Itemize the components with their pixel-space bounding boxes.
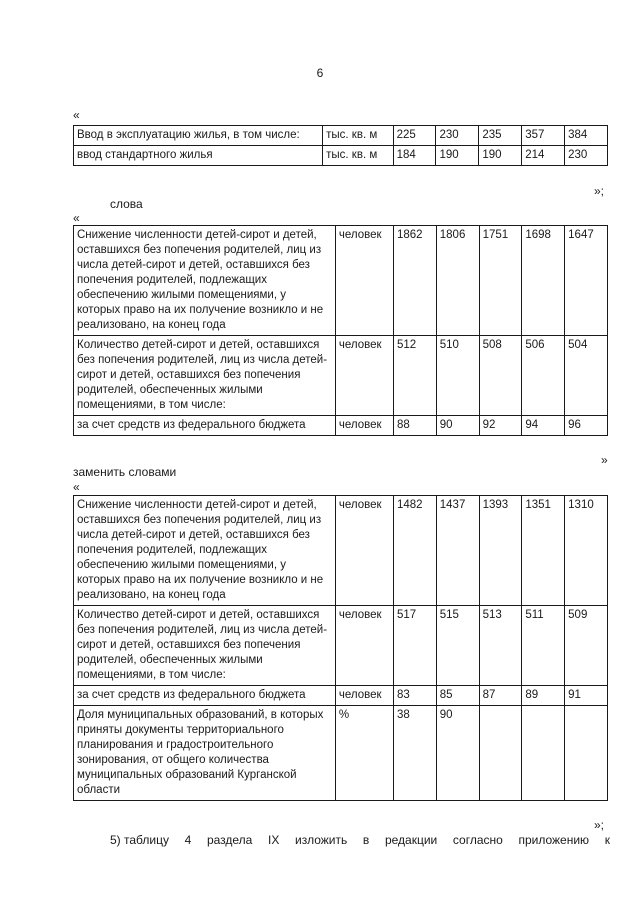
indicator-name-cell: Количество детей-сирот и детей, оставшихся без попечения родителей, лиц из числа детей-сирот и детей, оставшихся без попечения родителей, обеспеченных жилыми помещениями, в том числе:: [74, 336, 336, 416]
table-row: [74, 226, 608, 336]
value-cell: 87: [479, 686, 522, 706]
table-row: [74, 496, 608, 606]
table-row: [74, 146, 608, 166]
value-cell: 1862: [393, 226, 436, 336]
value-cell: 1482: [393, 496, 436, 606]
value-cell: 90: [436, 416, 479, 436]
table-row: [74, 126, 608, 146]
close-quote-3: »;: [594, 818, 605, 832]
indicator-name-cell: Снижение численности детей-сирот и детей, оставшихся без попечения родителей, лиц из числа детей-сирот и детей, оставшихся без попечения родителей, подлежащих обеспечению жилыми помещениями, у которых право на их получение возникло и не реализовано, на конец года: [74, 226, 336, 336]
value-cell: 504: [565, 336, 608, 416]
open-quote-2: «: [73, 211, 80, 225]
indicator-name-cell: Снижение численности детей-сирот и детей, оставшихся без попечения родителей, лиц из числа детей-сирот и детей, оставшихся без попечения родителей, подлежащих обеспечению жилыми помещениями, у которых право на их получение возникло и не реализовано, на конец года: [74, 496, 336, 606]
unit-cell: человек: [335, 496, 393, 606]
unit-cell: человек: [335, 416, 393, 436]
value-cell: 90: [436, 706, 479, 801]
table-row: [74, 686, 608, 706]
value-cell: 96: [565, 416, 608, 436]
unit-cell: человек: [335, 336, 393, 416]
value-cell: 1806: [436, 226, 479, 336]
open-quote-1: «: [73, 108, 80, 122]
value-cell: 1647: [565, 226, 608, 336]
table-row: [74, 416, 608, 436]
value-cell: 89: [522, 686, 565, 706]
value-cell: 515: [436, 606, 479, 686]
paragraph-word: согласно: [452, 833, 503, 847]
close-quote-2: »: [601, 453, 608, 467]
indicator-name-cell: Количество детей-сирот и детей, оставшихся без попечения родителей, лиц из числа детей-сирот и детей, оставшихся без попечения родителей, обеспеченных жилыми помещениями, в том числе:: [74, 606, 336, 686]
paragraph-word: к: [604, 833, 610, 847]
table-row: [74, 706, 608, 801]
word-slova: слова: [110, 197, 143, 211]
value-cell: 1437: [436, 496, 479, 606]
indicator-name-cell: за счет средств из федерального бюджета: [74, 416, 336, 436]
paragraph-word: в: [362, 833, 370, 847]
table-row: [74, 336, 608, 416]
unit-cell: человек: [335, 606, 393, 686]
value-cell: 1310: [565, 496, 608, 606]
unit-cell: тыс. кв. м: [323, 126, 393, 146]
unit-cell: человек: [335, 226, 393, 336]
paragraph-word: редакции: [384, 833, 438, 847]
value-cell: 92: [479, 416, 522, 436]
paragraph-word: 5) таблицу: [110, 833, 169, 847]
value-cell: 230: [436, 126, 479, 146]
value-cell: 1751: [479, 226, 522, 336]
paragraph-word: приложению: [518, 833, 590, 847]
value-cell: 91: [565, 686, 608, 706]
table-row: [74, 606, 608, 686]
value-cell: 88: [393, 416, 436, 436]
value-cell: 1698: [522, 226, 565, 336]
paragraph-word: раздела: [206, 833, 253, 847]
open-quote-3: «: [73, 480, 80, 494]
value-cell: 190: [479, 146, 522, 166]
indicator-name-cell: Доля муниципальных образований, в которых приняты документы территориального планирования и градостроительного зонирования, от общего количества муниципальных образований Курганской области: [74, 706, 336, 801]
table-orphans-new: [73, 495, 608, 801]
value-cell: 190: [436, 146, 479, 166]
value-cell: 85: [436, 686, 479, 706]
value-cell: 1393: [479, 496, 522, 606]
value-cell: 230: [565, 146, 608, 166]
value-cell: 357: [522, 126, 565, 146]
value-cell: 511: [522, 606, 565, 686]
value-cell: 184: [393, 146, 436, 166]
value-cell: 38: [393, 706, 436, 801]
value-cell: 509: [565, 606, 608, 686]
indicator-name-cell: ввод стандартного жилья: [74, 146, 323, 166]
page-number: 6: [316, 66, 324, 80]
value-cell: 225: [393, 126, 436, 146]
value-cell: 510: [436, 336, 479, 416]
value-cell: 506: [522, 336, 565, 416]
value-cell: 512: [393, 336, 436, 416]
value-cell: 235: [479, 126, 522, 146]
indicator-name-cell: Ввод в эксплуатацию жилья, в том числе:: [74, 126, 323, 146]
paragraph-word: изложить: [295, 833, 348, 847]
value-cell: 384: [565, 126, 608, 146]
unit-cell: человек: [335, 686, 393, 706]
unit-cell: %: [335, 706, 393, 801]
value-cell: 517: [393, 606, 436, 686]
value-cell: 214: [522, 146, 565, 166]
value-cell: 94: [522, 416, 565, 436]
close-quote-1: »;: [594, 184, 605, 198]
table-housing: [73, 125, 608, 166]
unit-cell: тыс. кв. м: [323, 146, 393, 166]
paragraph-word: IX: [268, 833, 280, 847]
table-orphans-old: [73, 225, 608, 436]
word-zamenit: заменить словами: [73, 465, 177, 479]
value-cell: 1351: [522, 496, 565, 606]
value-cell: [565, 706, 608, 801]
value-cell: [479, 706, 522, 801]
value-cell: 83: [393, 686, 436, 706]
indicator-name-cell: за счет средств из федерального бюджета: [74, 686, 336, 706]
value-cell: 513: [479, 606, 522, 686]
value-cell: [522, 706, 565, 801]
paragraph-word: 4: [184, 833, 192, 847]
value-cell: 508: [479, 336, 522, 416]
paragraph-item-5: [110, 833, 610, 847]
